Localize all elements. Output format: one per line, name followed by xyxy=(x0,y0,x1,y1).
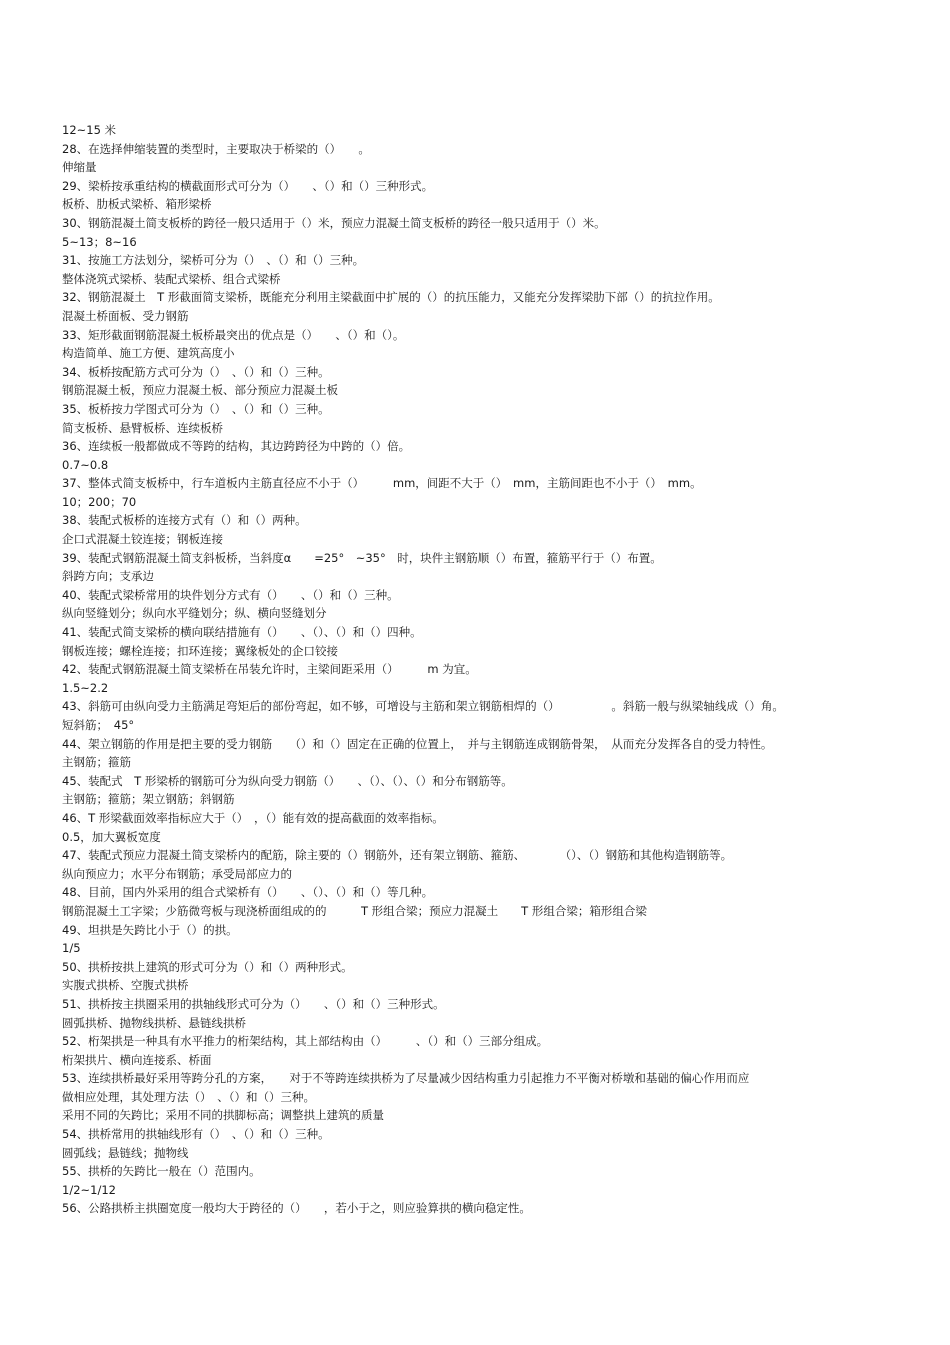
text-line: 5~13；8~16 xyxy=(62,234,137,249)
text-line: 33、矩形截面钢筋混凝土板桥最突出的优点是（） 、（）和（）。 xyxy=(62,327,405,342)
text-line: 36、连续板一般都做成不等跨的结构，其边跨跨径为中跨的（）倍。 xyxy=(62,439,411,454)
text-line: 0.7~0.8 xyxy=(62,457,109,472)
text-line: 圆弧线；悬链线；抛物线 xyxy=(62,1145,189,1160)
text-line: 钢筋混凝土板，预应力混凝土板、部分预应力混凝土板 xyxy=(62,383,338,398)
text-line: 12~15 米 xyxy=(62,123,117,137)
text-line: 实腹式拱桥、空腹式拱桥 xyxy=(62,978,189,993)
text-line: 伸缩量 xyxy=(62,160,97,175)
text-line: 40、装配式梁桥常用的块件划分方式有（） 、（）和（）三种。 xyxy=(62,587,399,602)
text-line: 短斜筋； 45° xyxy=(62,718,135,732)
text-line: 39、装配式钢筋混凝土简支斜板桥，当斜度α =25° ~35° 时，块件主钢筋顺（）布置，箍筋平行于（）布置。 xyxy=(62,550,662,565)
document-page xyxy=(62,121,922,1218)
text-line: 企口式混凝土铰连接；钢板连接 xyxy=(62,532,223,547)
text-line: 桁架拱片、横向连接系、桥面 xyxy=(62,1052,212,1067)
text-line: 1/2~1/12 xyxy=(62,1182,116,1197)
text-line: 51、拱桥按主拱圈采用的拱轴线形式可分为（） 、（）和（）三种形式。 xyxy=(62,996,445,1011)
text-line: 55、拱桥的矢跨比一般在（）范围内。 xyxy=(62,1164,261,1179)
text-line: 29、梁桥按承重结构的横截面形式可分为（） 、（）和（）三种形式。 xyxy=(62,178,434,193)
text-line: 钢板连接；螺栓连接；扣环连接；翼缘板处的企口铰接 xyxy=(62,643,338,658)
text-line: 52、桁架拱是一种具有水平推力的桁架结构，其上部结构由（） 、（）和（）三部分组成。 xyxy=(62,1034,549,1049)
text-line: 41、装配式简支梁桥的横向联结措施有（） 、（）、（）和（）四种。 xyxy=(62,625,422,640)
text-line: 圆弧拱桥、抛物线拱桥、悬链线拱桥 xyxy=(62,1015,246,1030)
text-line: 47、装配式预应力混凝土简支梁桥内的配筋，除主要的（）钢筋外，还有架立钢筋、箍筋、 （）、（）钢筋和其他构造钢筋等。 xyxy=(62,848,733,863)
text-line: 简支板桥、悬臂板桥、连续板桥 xyxy=(62,420,223,435)
text-line: 0.5，加大翼板宽度 xyxy=(62,829,161,844)
text-line: 44、架立钢筋的作用是把主要的受力钢筋 （）和（）固定在正确的位置上， 并与主钢筋连成钢筋骨架， 从而充分发挥各自的受力特性。 xyxy=(62,736,773,751)
text-line: 32、钢筋混凝土 T 形截面简支梁桥，既能充分利用主梁截面中扩展的（）的抗压能力，又能充分发挥梁肋下部（）的抗拉作用。 xyxy=(62,290,720,305)
text-line: 45、装配式 T 形梁桥的钢筋可分为纵向受力钢筋（） 、（）、（）、（）和分布钢筋等。 xyxy=(62,773,513,788)
text-line: 56、公路拱桥主拱圈宽度一般均大于跨径的（） ，若小于之，则应验算拱的横向稳定性。 xyxy=(62,1201,531,1216)
text-line: 整体浇筑式梁桥、装配式梁桥、组合式梁桥 xyxy=(62,271,281,286)
text-line: 35、板桥按力学图式可分为（） 、（）和（）三种。 xyxy=(62,401,330,416)
text-line: 1.5~2.2 xyxy=(62,680,109,695)
text-line: 49、坦拱是矢跨比小于（）的拱。 xyxy=(62,922,238,937)
text-line: 34、板桥按配筋方式可分为（） 、（）和（）三种。 xyxy=(62,364,330,379)
text-line: 主钢筋；箍筋；架立钢筋；斜钢筋 xyxy=(62,792,235,807)
text-line: 斜跨方向；支承边 xyxy=(62,569,154,584)
text-line: 28、在选择伸缩装置的类型时，主要取决于桥梁的（） 。 xyxy=(62,141,370,156)
text-line: 48、目前，国内外采用的组合式梁桥有（） 、（）、（）和（）等几种。 xyxy=(62,885,434,900)
text-line: 主钢筋；箍筋 xyxy=(62,755,131,770)
text-line: 纵向预应力；水平分布钢筋；承受局部应力的 xyxy=(62,866,292,881)
text-line: 构造简单、施工方便、建筑高度小 xyxy=(62,346,235,361)
text-line: 43、斜筋可由纵向受力主筋满足弯矩后的部份弯起，如不够，可增设与主筋和架立钢筋相焊的（） 。斜筋一般与纵梁轴线成（）角。 xyxy=(62,699,784,714)
text-line: 50、拱桥按拱上建筑的形式可分为（）和（）两种形式。 xyxy=(62,959,353,974)
text-line: 53、连续拱桥最好采用等跨分孔的方案， 对于不等跨连续拱桥为了尽量减少因结构重力引起推力不平衡对桥墩和基础的偏心作用而应 xyxy=(62,1071,750,1086)
text-line: 42、装配式钢筋混凝土简支梁桥在吊装允许时，主梁间距采用（） m 为宜。 xyxy=(62,662,477,677)
text-line: 板桥、肋板式梁桥、箱形梁桥 xyxy=(62,197,212,212)
text-line: 37、整体式简支板桥中，行车道板内主筋直径应不小于（） mm，间距不大于（） mm，主筋间距也不小于（） mm。 xyxy=(62,476,702,491)
text-line: 混凝土桥面板、受力钢筋 xyxy=(62,308,189,323)
text-line: 30、钢筋混凝土简支板桥的跨径一般只适用于（）米，预应力混凝土简支板桥的跨径一般只适用于（）米。 xyxy=(62,215,606,230)
text-line: 钢筋混凝土工字梁；少筋微弯板与现浇桥面组成的的 T 形组合梁；预应力混凝土 T 形组合梁；箱形组合梁 xyxy=(62,903,647,918)
text-line: 31、按施工方法划分，梁桥可分为（） 、（）和（）三种。 xyxy=(62,253,365,268)
text-line: 做相应处理，其处理方法（） 、（）和（）三种。 xyxy=(62,1089,315,1104)
text-line: 54、拱桥常用的拱轴线形有（） 、（）和（）三种。 xyxy=(62,1127,330,1142)
text-line: 采用不同的矢跨比；采用不同的拱脚标高；调整拱上建筑的质量 xyxy=(62,1108,384,1123)
text-line: 纵向竖缝划分；纵向水平缝划分；纵、横向竖缝划分 xyxy=(62,606,327,621)
text-line: 46、T 形梁截面效率指标应大于（） ，（）能有效的提高截面的效率指标。 xyxy=(62,810,444,825)
text-line: 38、装配式板桥的连接方式有（）和（）两种。 xyxy=(62,513,307,528)
text-line: 10；200；70 xyxy=(62,494,137,509)
text-line: 1/5 xyxy=(62,941,81,956)
